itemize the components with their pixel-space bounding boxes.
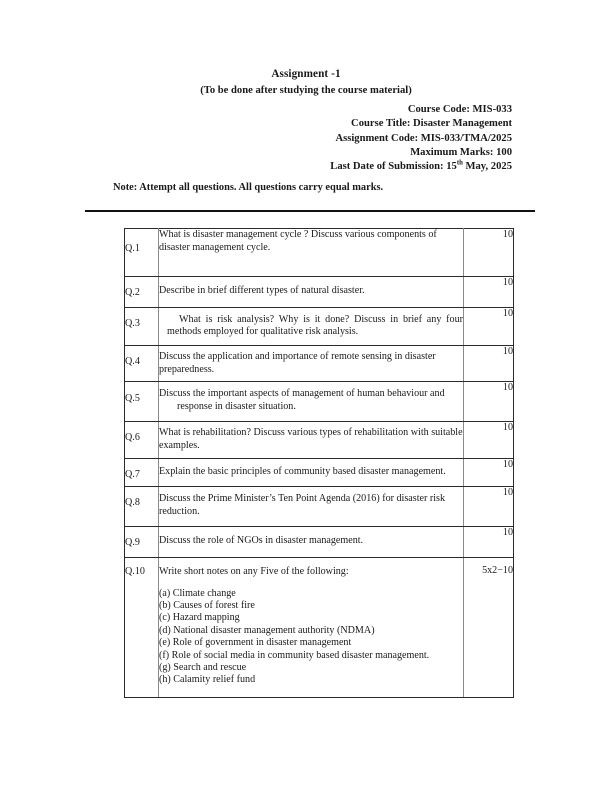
- assignment-code: Assignment Code: MIS-033/TMA/2025: [335, 132, 512, 144]
- list-item: (a) Climate change: [159, 587, 236, 599]
- submission-date-prefix: Last Date of Submission: 15: [330, 161, 457, 173]
- question-text: Explain the basic principles of community based disaster management.: [159, 458, 464, 487]
- table-row: [125, 422, 514, 458]
- question-text: What is disaster management cycle ? Discuss various components of disaster management cycle.: [159, 229, 464, 277]
- question-marks: 10: [464, 307, 514, 345]
- list-item: (d) National disaster management authority (NDMA): [159, 624, 375, 636]
- question-number: Q.10: [125, 557, 159, 697]
- table-row: [125, 277, 514, 308]
- maximum-marks: Maximum Marks: 100: [410, 146, 512, 158]
- question-text: What is risk analysis? Why is it done? Discuss in brief any four methods employed for qualitative risk analysis.: [159, 307, 464, 345]
- list-item: (c) Hazard mapping: [159, 612, 240, 624]
- question-number: Q.1: [125, 229, 159, 277]
- table-row: [125, 307, 514, 345]
- question-marks: 10: [464, 487, 514, 527]
- header-divider-rule: [85, 210, 535, 212]
- list-item: (g) Search and rescue: [159, 661, 247, 673]
- question-number: Q.5: [125, 382, 159, 422]
- question-text-line-2: response in disaster situation.: [177, 400, 296, 412]
- course-code: Course Code: MIS-033: [407, 104, 512, 115]
- list-item: (e) Role of government in disaster management: [159, 637, 352, 649]
- table-row: [125, 458, 514, 487]
- question-marks: 10: [464, 458, 514, 487]
- question-text: [159, 382, 464, 422]
- table-row: [125, 345, 514, 381]
- course-title: Course Title: Disaster Management: [351, 118, 512, 130]
- question-text: Discuss the Prime Minister’s Ten Point Agenda (2016) for disaster risk reduction.: [159, 487, 464, 527]
- assignment-subtitle: (To be done after studying the course material): [200, 85, 412, 96]
- question-text-line-1: Discuss the important aspects of management of human behaviour and: [159, 388, 445, 400]
- submission-date: [0, 160, 512, 174]
- question-lead-text: Write short notes on any Five of the following:: [159, 565, 349, 577]
- question-number: Q.8: [125, 487, 159, 527]
- table-row: [125, 487, 514, 527]
- questions-table: [124, 228, 514, 698]
- question-subitem-list: [159, 588, 463, 687]
- question-number: Q.4: [125, 345, 159, 381]
- list-item: (b) Causes of forest fire: [159, 599, 255, 611]
- question-number: Q.7: [125, 458, 159, 487]
- question-marks: 10: [464, 382, 514, 422]
- question-marks: 10: [464, 277, 514, 308]
- question-text: Discuss the role of NGOs in disaster management.: [159, 527, 464, 558]
- question-text: [159, 557, 464, 697]
- question-number: Q.3: [125, 307, 159, 345]
- question-marks: 10: [464, 527, 514, 558]
- submission-date-suffix: May, 2025: [462, 161, 512, 173]
- table-row: [125, 557, 514, 697]
- instructions-note: Note: Attempt all questions. All questions carry equal marks.: [113, 182, 384, 193]
- question-marks: 10: [464, 345, 514, 381]
- question-number: Q.9: [125, 527, 159, 558]
- assignment-title: Assignment -1: [271, 68, 341, 80]
- question-marks: 10: [464, 229, 514, 277]
- question-text: Describe in brief different types of natural disaster.: [159, 277, 464, 308]
- submission-date-ordinal: th: [456, 159, 463, 167]
- table-row: [125, 229, 514, 277]
- list-item: (f) Role of social media in community based disaster management.: [159, 649, 430, 661]
- question-marks: 5x2−10: [464, 557, 514, 697]
- question-number: Q.6: [125, 422, 159, 458]
- table-row: [125, 527, 514, 558]
- question-text: What is rehabilitation? Discuss various types of rehabilitation with suitable examples.: [159, 422, 464, 458]
- question-marks: 10: [464, 422, 514, 458]
- table-row: [125, 382, 514, 422]
- course-meta-block: [0, 103, 512, 174]
- question-number: Q.2: [125, 277, 159, 308]
- list-item: (h) Calamity relief fund: [159, 674, 256, 686]
- question-text: Discuss the application and importance of remote sensing in disaster preparedness.: [159, 345, 464, 381]
